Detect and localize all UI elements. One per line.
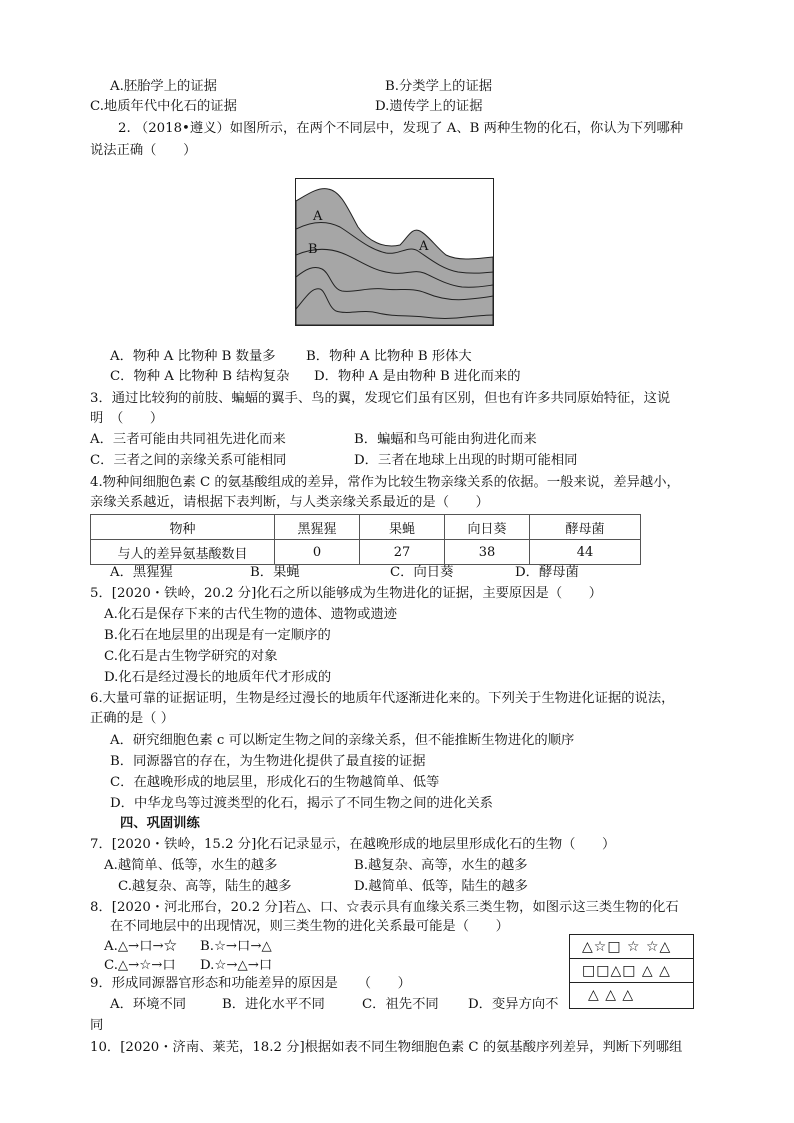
table-cell: 与人的差异氨基酸数目: [91, 540, 275, 565]
q9-option-d: D．变异方向不: [468, 997, 559, 1012]
q6-stem-line1: 6.大量可靠的证据证明，生物是经过漫长的地质年代逐渐进化来的。下列关于生物进化证据的说法，: [90, 691, 675, 706]
q1-option-b: B.分类学上的证据: [385, 79, 493, 94]
q9-option-d-continued: 同: [90, 1018, 104, 1033]
amino-acid-difference-table: [90, 514, 641, 565]
q2-stem-line1: 2. （2018•遵义）如图所示，在两个不同层中，发现了 A、B 两种生物的化石，你认为下列哪种: [118, 121, 684, 136]
q8-option-b: B.☆→口→△: [200, 939, 272, 954]
q8-option-c: C.△→☆→口: [104, 958, 176, 973]
q10-stem: 10．[2020・济南、莱芜，18.2 分]根据如表不同生物细胞色素 C 的氨基酸序列差异，判断下列哪组: [90, 1040, 683, 1055]
q9-stem: 9．形成同源器官形态和功能差异的原因是 （ ）: [90, 976, 411, 991]
table-cell: 0: [275, 540, 360, 565]
q3-stem-line2: 明 （ ）: [90, 411, 164, 426]
q6-stem-line2: 正确的是（ ）: [90, 711, 175, 726]
q7-option-a: A.越简单、低等，水生的越多: [104, 858, 278, 873]
q5-option-b: B.化石在地层里的出现是有一定顺序的: [104, 628, 331, 643]
table-header-cell: 果蝇: [360, 515, 445, 540]
q7-stem: 7．[2020・铁岭，15.2 分]化石记录显示，在越晚形成的地层里形成化石的生物（ ）: [90, 837, 616, 852]
q8-option-a: A.△→口→☆: [104, 939, 177, 954]
q6-option-a: A．研究细胞色素 c 可以断定生物之间的亲缘关系，但不能推断生物进化的顺序: [110, 733, 575, 748]
table-cell: 27: [360, 540, 445, 565]
strata-figure: [295, 178, 494, 326]
q3-option-a: A．三者可能由共同祖先进化而来: [90, 432, 286, 447]
table-header-cell: 向日葵: [445, 515, 530, 540]
q3-stem-line1: 3．通过比较狗的前肢、蝙蝠的翼手、鸟的翼，发现它们虽有区别，但也有许多共同原始特征，这说: [90, 391, 671, 406]
table-header-cell: 酵母菌: [530, 515, 641, 540]
q7-option-b: B.越复杂、高等，水生的越多: [354, 858, 528, 873]
q9-option-b: B．进化水平不同: [222, 997, 325, 1012]
q8-stem-line2: 在不同地层中的出现情况，则三类生物的进化关系最可能是（ ）: [110, 919, 509, 934]
q4-option-b: B．果蝇: [250, 565, 300, 580]
q6-option-b: B．同源器官的存在，为生物进化提供了最直接的证据: [110, 754, 426, 769]
q2-option-d: D．物种 A 是由物种 B 进化而来的: [314, 369, 521, 384]
table-header-cell: 物种: [91, 515, 275, 540]
q2-option-c: C．物种 A 比物种 B 结构复杂: [110, 369, 290, 384]
q4-stem-line1: 4.物种间细胞色素 C 的氨基酸组成的差异，常作为比较生物亲缘关系的依据。一般来说，差异越小，: [90, 475, 680, 490]
section-heading: 四、巩固训练: [120, 816, 200, 831]
strata-diagram: [296, 179, 493, 325]
strata-row-top: △☆□ ☆ ☆△: [570, 935, 693, 959]
q5-option-a: A.化石是保存下来的古代生物的遗体、遗物或遗迹: [104, 607, 398, 622]
table-cell: 38: [445, 540, 530, 565]
q3-option-d: D．三者在地球上出现的时期可能相同: [354, 453, 578, 468]
q8-stem-line1: 8．[2020・河北邢台，20.2 分]若△、口、☆表示具有血缘关系三类生物，如图示这三类生物的化石: [90, 900, 679, 915]
strata-surface: [296, 189, 493, 325]
q3-option-c: C．三者之间的亲缘关系可能相同: [90, 453, 287, 468]
q6-option-d: D．中华龙鸟等过渡类型的化石，揭示了不同生物之间的进化关系: [110, 796, 493, 811]
q5-stem: 5．[2020・铁岭，20.2 分]化石之所以能够成为生物进化的证据，主要原因是（ ）: [90, 586, 603, 601]
q2-option-b: B．物种 A 比物种 B 形体大: [306, 349, 472, 364]
q4-stem-line2: 亲缘关系越近，请根据下表判断，与人类亲缘关系最近的是（ ）: [90, 495, 489, 510]
fossil-label-b: B: [308, 242, 318, 257]
q5-option-d: D.化石是经过漫长的地质年代才形成的: [104, 670, 332, 685]
fossil-label-a-right: A: [419, 239, 429, 254]
q9-option-a: A．环境不同: [110, 997, 187, 1012]
q4-option-a: A．黑猩猩: [110, 565, 173, 580]
q9-option-c: C．祖先不同: [362, 997, 439, 1012]
q1-option-d: D.遗传学上的证据: [375, 99, 483, 114]
q8-option-d: D.☆→△→口: [200, 958, 273, 973]
fossil-label-a-upper: A: [313, 209, 323, 224]
q4-option-c: C．向日葵: [390, 565, 454, 580]
q3-option-b: B．蝙蝠和鸟可能由狗进化而来: [354, 432, 537, 447]
table-cell: 44: [530, 540, 641, 565]
q7-option-c: C.越复杂、高等，陆生的越多: [118, 879, 292, 894]
q2-option-a: A．物种 A 比物种 B 数量多: [110, 349, 276, 364]
q1-option-c: C.地质年代中化石的证据: [90, 99, 237, 114]
q1-option-a: A.胚胎学上的证据: [110, 79, 217, 94]
table-row: [91, 540, 641, 565]
q5-option-c: C.化石是古生物学研究的对象: [104, 649, 278, 664]
q2-stem-line2: 说法正确（ ）: [90, 143, 197, 158]
strata-row-bottom: △ △ △: [588, 987, 635, 1003]
table-header-row: [91, 515, 641, 540]
q7-option-d: D.越简单、低等，陆生的越多: [354, 879, 528, 894]
fossil-strata-box: [569, 934, 694, 1009]
q4-option-d: D．酵母菌: [515, 565, 579, 580]
q6-option-c: C．在越晚形成的地层里，形成化石的生物越简单、低等: [110, 775, 440, 790]
table-header-cell: 黑猩猩: [275, 515, 360, 540]
strata-row-middle: □□△□ △ △: [570, 959, 693, 983]
